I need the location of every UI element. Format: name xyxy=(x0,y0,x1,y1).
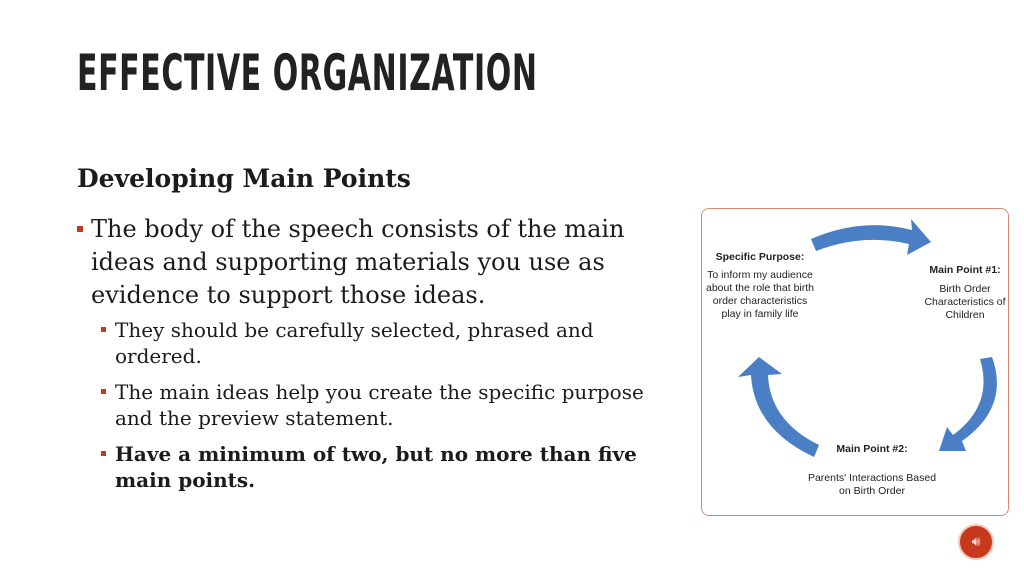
main-point-1-label xyxy=(920,264,1009,322)
arrow-right-icon xyxy=(939,357,997,451)
bullet-marker-icon xyxy=(101,451,106,456)
audio-nav-button[interactable] xyxy=(958,524,994,560)
main-point-2-title: Main Point #2: xyxy=(836,443,908,455)
sub-bullet-item xyxy=(101,441,681,493)
speaker-icon: 🔊︎ xyxy=(971,534,981,550)
sub-bullet-item xyxy=(101,379,681,431)
arrow-left-icon xyxy=(738,357,819,457)
specific-purpose-label xyxy=(706,251,814,321)
sub-bullet-text: The main ideas help you create the specific purpose and the preview statement. xyxy=(115,380,644,430)
arrow-top-icon xyxy=(811,219,931,255)
sub-bullet-text: Have a minimum of two, but no more than five main points. xyxy=(115,442,637,492)
main-point-2-label xyxy=(802,443,942,498)
bullet-marker-icon xyxy=(101,327,106,332)
specific-purpose-title: Specific Purpose: xyxy=(715,251,805,263)
main-bullet xyxy=(77,213,677,312)
slide-title: EFFECTIVE ORGANIZATION xyxy=(77,44,538,102)
section-subheading: Developing Main Points xyxy=(77,164,411,193)
main-point-2-text: Parents' Interactions Based on Birth Order xyxy=(807,472,937,497)
main-bullet-text: The body of the speech consists of the main ideas and supporting materials you use as evidence to support those ideas. xyxy=(91,215,625,309)
bullet-marker-icon xyxy=(77,226,83,232)
specific-purpose-text: To inform my audience about the role that birth order characteristics play in family life xyxy=(706,269,814,320)
main-point-1-title: Main Point #1: xyxy=(929,264,1001,276)
sub-bullet-text: They should be carefully selected, phrased and ordered. xyxy=(115,318,594,368)
cycle-diagram xyxy=(701,208,1009,516)
sub-bullet-item xyxy=(101,317,681,369)
sub-bullet-list xyxy=(101,317,681,503)
main-point-1-text: Birth Order Characteristics of Children xyxy=(924,283,1006,321)
bullet-marker-icon xyxy=(101,389,106,394)
